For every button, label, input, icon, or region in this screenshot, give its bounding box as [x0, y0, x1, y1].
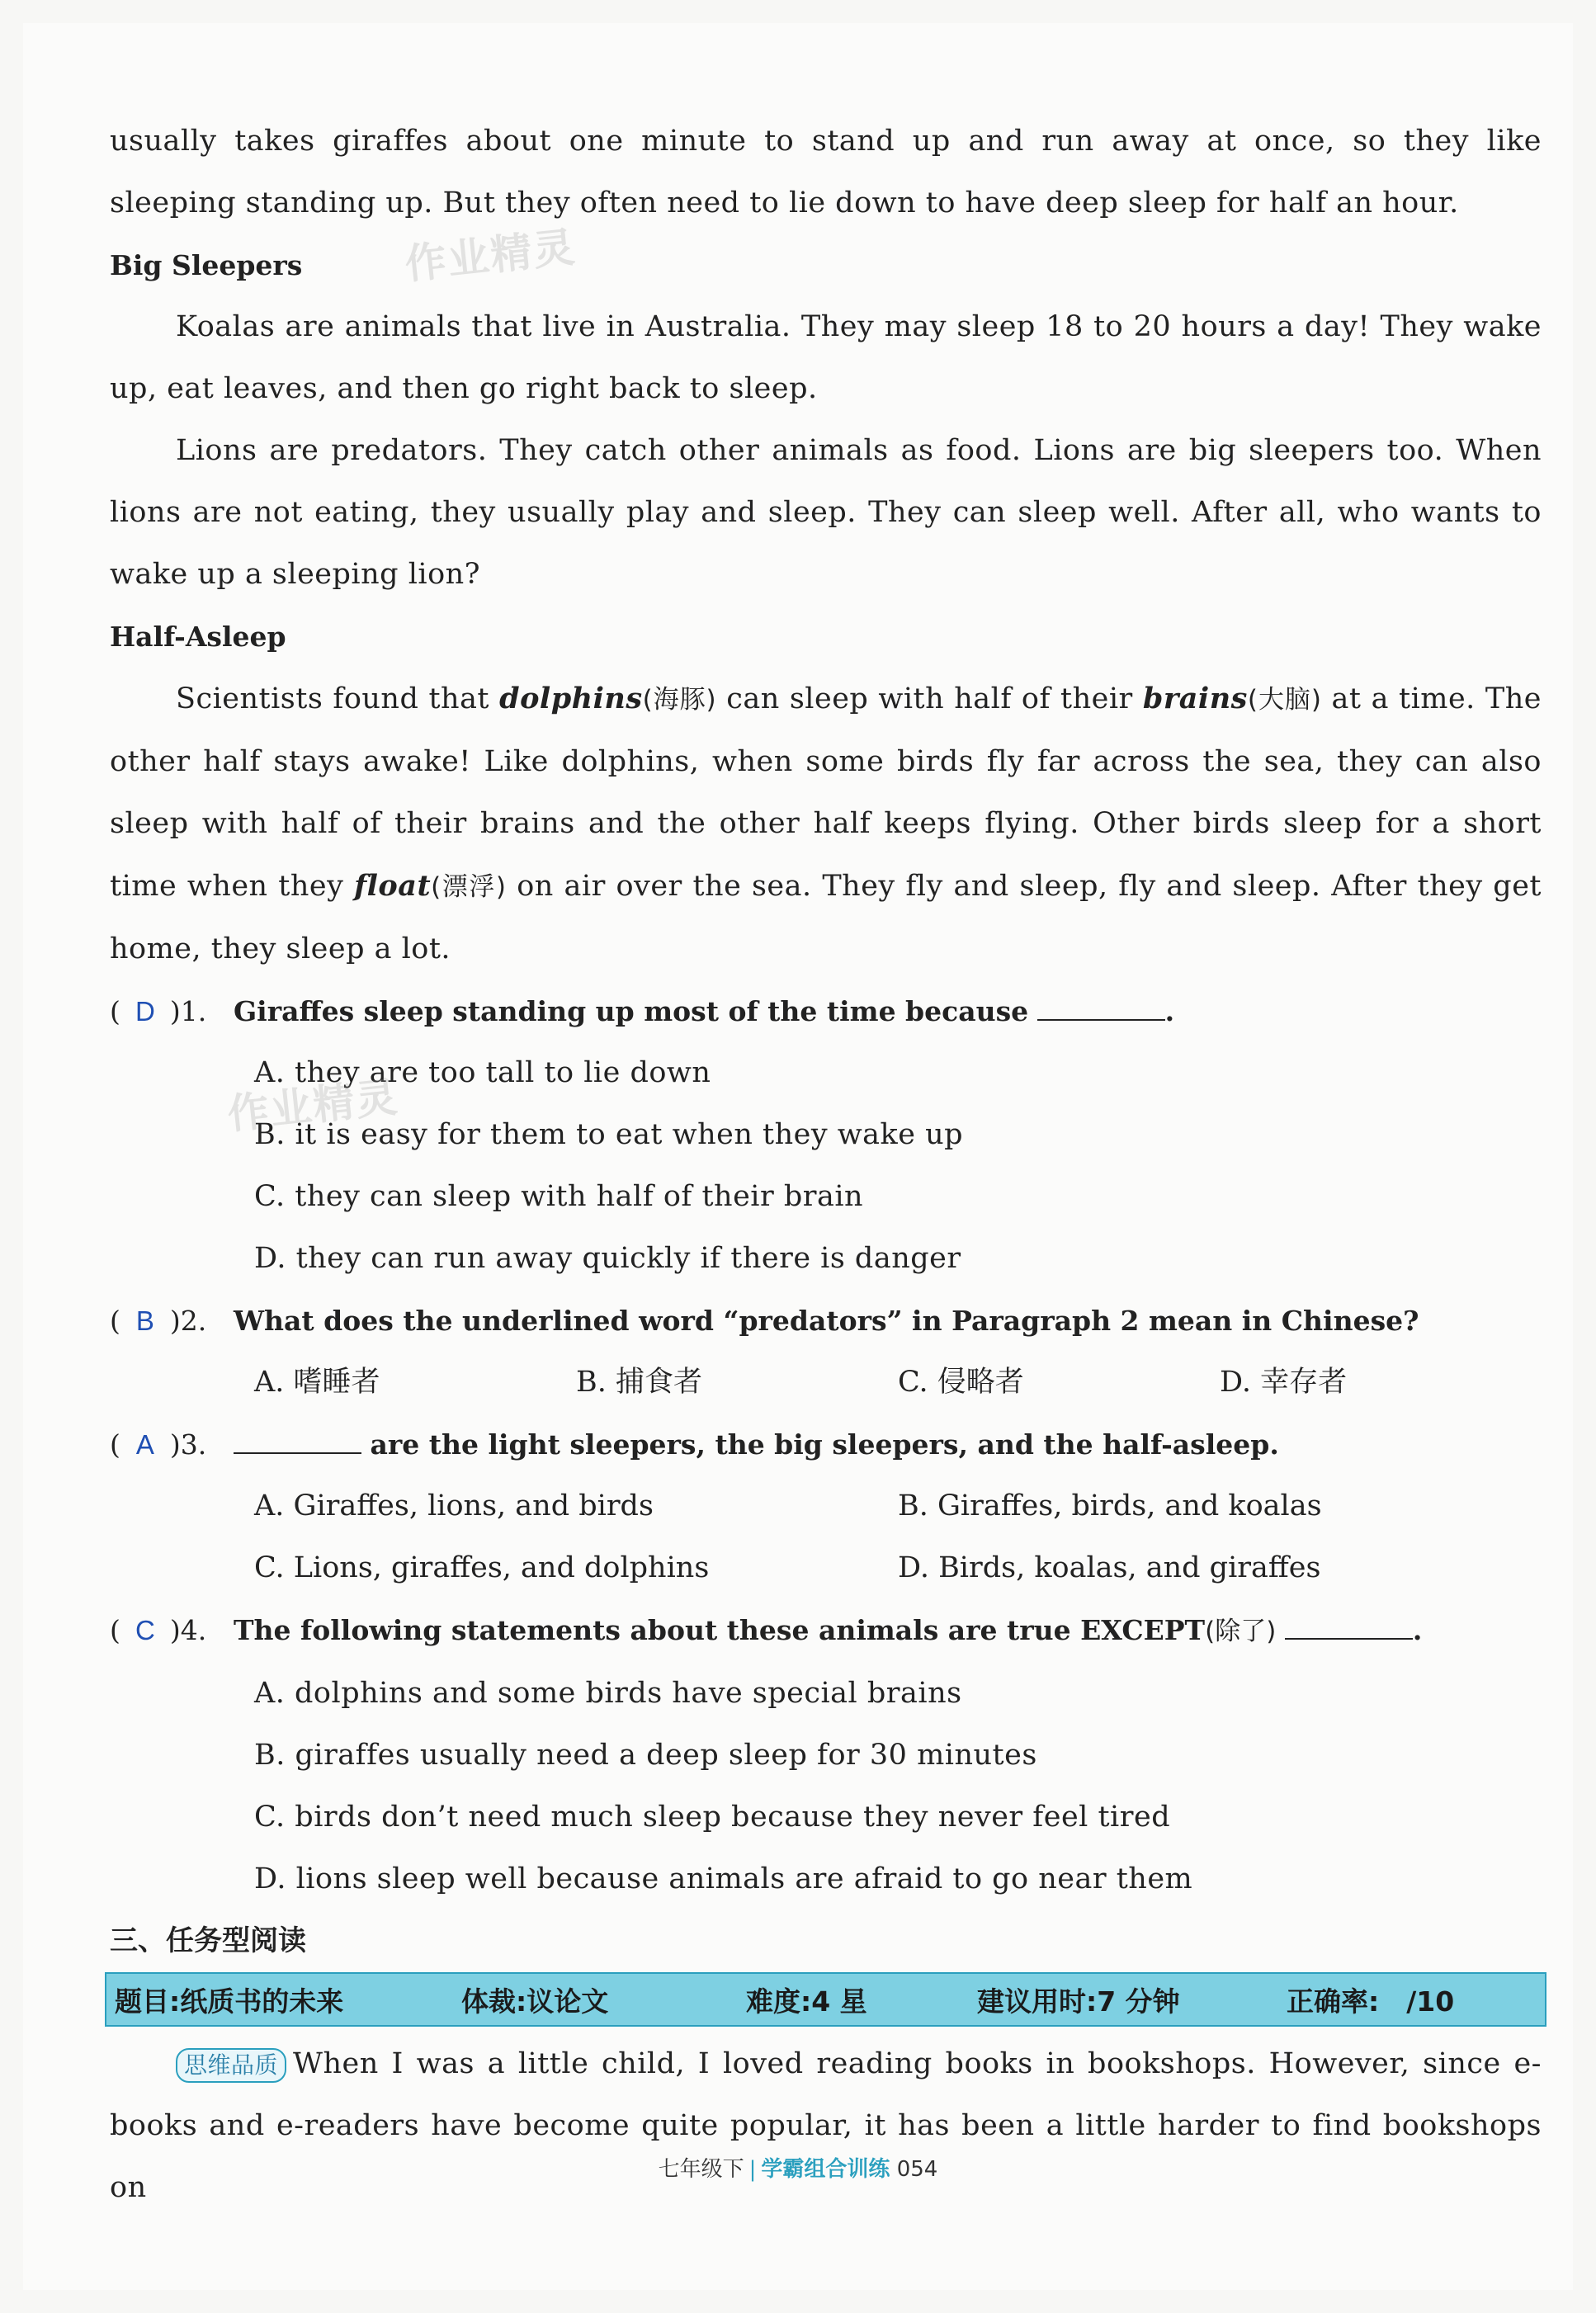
- page: [23, 23, 1573, 2290]
- info-difficulty: 难度:4 星: [746, 1985, 867, 2018]
- passage-paragraph: [110, 668, 1542, 980]
- option[interactable]: B. 捕食者: [576, 1366, 702, 1399]
- answer-mark: C: [135, 1615, 155, 1645]
- section-title: 三、任务型阅读: [110, 1924, 306, 1957]
- info-accuracy: 正确率: /10: [1287, 1985, 1455, 2018]
- info-topic: 题目:纸质书的未来: [115, 1985, 344, 2018]
- info-time: 建议用时:7 分钟: [977, 1985, 1180, 2018]
- option[interactable]: A. dolphins and some birds have special brains: [254, 1677, 962, 1710]
- question-stem: The following statements about these animals are true EXCEPT: [234, 1614, 1206, 1646]
- info-genre: 体裁:议论文: [461, 1985, 609, 2018]
- answer-blank[interactable]: [234, 1429, 361, 1454]
- answer-paren: ( D )1.: [110, 980, 234, 1042]
- question-stem: are the light sleepers, the big sleepers, and the half-asleep.: [370, 1428, 1279, 1461]
- text-run: at a time. The other half stays awake! Like dolphins, when some birds fly far across the sea, they can also sleep with half of their brains and the other half keeps flying. Other birds sleep for a short time when they: [110, 682, 1542, 903]
- answer-mark: A: [135, 1429, 154, 1460]
- gloss: (除了): [1205, 1617, 1277, 1646]
- option[interactable]: C. birds don’t need much sleep because they never feel tired: [254, 1801, 1171, 1834]
- question-3: [110, 1414, 1542, 1475]
- option[interactable]: A. they are too tall to lie down: [254, 1056, 711, 1089]
- passage-paragraph: Koalas are animals that live in Australia. They may sleep 18 to 20 hours a day! They wake up, eat leaves, and then go right back to sleep.: [110, 310, 1542, 405]
- stem-end: .: [1164, 995, 1175, 1027]
- watermark: 作业精灵: [402, 223, 578, 289]
- option[interactable]: B. giraffes usually need a deep sleep for 30 minutes: [254, 1739, 1037, 1772]
- option[interactable]: A. 嗜睡者: [254, 1366, 380, 1399]
- option[interactable]: B. Giraffes, birds, and koalas: [898, 1489, 1322, 1522]
- question-number: )3.: [169, 1428, 207, 1461]
- option[interactable]: A. Giraffes, lions, and birds: [254, 1489, 654, 1522]
- heading-half-asleep: Half-Asleep: [110, 621, 286, 653]
- footer-separator: |: [748, 2157, 757, 2182]
- question-2: [110, 1290, 1542, 1352]
- passage-paragraph: Lions are predators. They catch other animals as food. Lions are big sleepers too. When lions are not eating, they usually play and sleep. They can sleep well. After all, who wants to wake up a sleeping lion?: [110, 434, 1542, 591]
- answer-paren: ( A )3.: [110, 1414, 234, 1475]
- question-stem: Giraffes sleep standing up most of the time because: [234, 995, 1029, 1027]
- option[interactable]: D. Birds, koalas, and giraffes: [898, 1551, 1321, 1584]
- answer-mark: D: [135, 996, 155, 1027]
- footer-brand: 学霸组合训练: [761, 2157, 890, 2182]
- keyword-float: float: [354, 869, 432, 903]
- question-1: [110, 980, 1542, 1042]
- option[interactable]: C. Lions, giraffes, and dolphins: [254, 1551, 710, 1584]
- question-number: )4.: [169, 1614, 207, 1646]
- page-number: 054: [896, 2157, 938, 2182]
- question-4: [110, 1599, 1542, 1663]
- stem-end: .: [1412, 1614, 1423, 1646]
- option-row: [110, 1475, 1542, 1537]
- option[interactable]: D. 幸存者: [1220, 1366, 1348, 1399]
- option-row: [110, 1537, 1542, 1599]
- answer-blank[interactable]: [1037, 996, 1165, 1021]
- option-row: [110, 1352, 1542, 1414]
- passage-paragraph: usually takes giraffes about one minute to stand up and run away at once, so they like sleeping standing up. But they often need to lie down to have deep sleep for half an hour.: [110, 125, 1542, 219]
- text-run: When I was a little child, I loved reading books in bookshops. However, since e-books and e-readers have become quite popular, it has been a little harder to find bookshops on: [110, 2047, 1542, 2204]
- option[interactable]: D. lions sleep well because animals are afraid to go near them: [254, 1862, 1193, 1895]
- answer-paren: ( B )2.: [110, 1290, 234, 1352]
- option[interactable]: C. they can sleep with half of their brain: [254, 1180, 864, 1213]
- option[interactable]: B. it is easy for them to eat when they wake up: [254, 1118, 964, 1151]
- passage-paragraph: [110, 2033, 1542, 2219]
- gloss: (大脑): [1247, 685, 1322, 715]
- question-number: )1.: [169, 995, 207, 1027]
- text-run: Scientists found that: [176, 682, 500, 715]
- keyword-dolphins: dolphins: [499, 682, 643, 715]
- answer-mark: B: [135, 1305, 154, 1336]
- gloss: (漂浮): [431, 872, 507, 902]
- text-run: can sleep with half of their: [716, 682, 1143, 715]
- page-footer: [0, 2152, 1596, 2183]
- heading-big-sleepers: Big Sleepers: [110, 249, 303, 281]
- gloss: (海豚): [642, 685, 717, 715]
- text-run: on air over the sea. They fly and sleep, fly and sleep. After they get home, they sleep a lot.: [110, 870, 1542, 965]
- option[interactable]: D. they can run away quickly if there is danger: [254, 1242, 961, 1275]
- thinking-badge: 思维品质: [176, 2048, 286, 2083]
- answer-paren: ( C )4.: [110, 1599, 234, 1661]
- footer-grade: 七年级下: [658, 2157, 744, 2182]
- option[interactable]: C. 侵略者: [898, 1366, 1024, 1399]
- keyword-brains: brains: [1142, 682, 1248, 715]
- answer-blank[interactable]: [1285, 1615, 1413, 1640]
- watermark: 作业精灵: [224, 1073, 401, 1139]
- question-number: )2.: [169, 1305, 207, 1337]
- question-stem: What does the underlined word “predators” in Paragraph 2 mean in Chinese?: [234, 1305, 1419, 1337]
- info-bar: [105, 1972, 1546, 2027]
